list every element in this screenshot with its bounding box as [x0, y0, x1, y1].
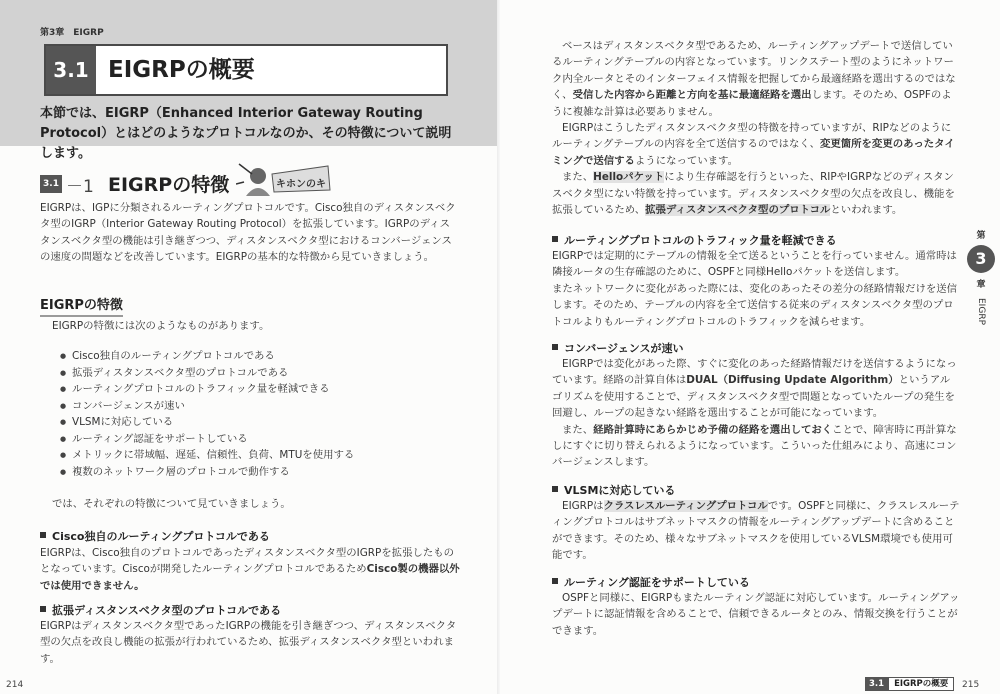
- feature-item: ● 複数のネットワーク層のプロトコルで動作する: [60, 464, 354, 481]
- emphasis: 経路計算時にあらかじめ予備の経路を選出しておく: [593, 423, 833, 436]
- vlsm-paragraph: [552, 498, 960, 564]
- intro-paragraph: EIGRPは、IGPに分類されるルーティングプロトコルです。Cisco独自のディスタンスベクタ型のIGRP（Interior Gateway Routing Protocol）を拡張しています。IGRPのディスタンスベクタ型の機能は引き継ぎつつ、ディスタンスベクタ型におけるコンバージェンスの速度の問題などを改善しています。EIGRPの基本的な特徴から見ていきましょう。: [40, 202, 456, 264]
- section-title-box: [44, 44, 448, 96]
- heading-text: コンバージェンスが速い: [564, 342, 684, 355]
- square-bullet-icon: [552, 344, 558, 350]
- chapter-side-tab: [962, 228, 1000, 329]
- subsection-number: 3.1: [40, 175, 62, 193]
- text: EIGRPでは変化があった際、すぐに変化のあった経路情報だけを送信するようになっています。経路の計算自体は: [552, 358, 957, 387]
- heading-authentication: [552, 574, 750, 590]
- heading-text: Cisco独自のルーティングプロトコルである: [52, 530, 270, 543]
- paragraph: [552, 120, 960, 169]
- square-bullet-icon: [552, 236, 558, 242]
- chapter-suffix: 章: [976, 280, 986, 290]
- heading-text: ルーティングプロトコルのトラフィック量を軽減できる: [564, 234, 837, 247]
- traffic-paragraph: EIGRPでは定期的にテーブルの情報を全て送るということを行っていません。通常時は隣接ルータの生存確認のために、OSPFと同様Helloパケットを送信します。 またネットワークに変化があった際には、変化のあったその差分の経路情報だけを送信します。そのため、テーブルの内容を全て送信する従来のディスタンスベクタ型のプロトコルよりもルーティングプロトコルのトラフィックを減らせます。: [552, 250, 958, 328]
- mascot-illustration: [236, 160, 332, 198]
- paragraph: [552, 356, 960, 422]
- text: により生存確認を行うといった、RIPやIGRPなどのディスタンスベクタ型にない特徴を持っています。ディスタンスベクタ型の欠点を改良し、機能を拡張しているため、: [552, 171, 955, 217]
- right-intro-paragraphs: [552, 38, 960, 218]
- cisco-paragraph: [40, 545, 460, 594]
- text: ベースはディスタンスベクタ型であるため、ルーティングアップデートで送信しているルーティングテーブルの内容となっています。リンクステート型のようにネットワーク内全ルータとそのインターフェイス情報を把握してから最適経路を選出するのではなく、: [552, 40, 956, 102]
- feature-item: ● 拡張ディスタンスベクタ型のプロトコルである: [60, 365, 354, 382]
- page-number-left: 214: [6, 680, 24, 690]
- square-bullet-icon: [552, 578, 558, 584]
- features-intro: EIGRPの特徴には次のようなものがあります。: [52, 320, 270, 332]
- square-bullet-icon: [40, 606, 46, 612]
- convergence-paragraphs: [552, 356, 960, 471]
- feature-item: ● ルーティング認証をサポートしている: [60, 431, 354, 448]
- text: EIGRPはこうしたディスタンスベクタ型の特徴を持っていますが、RIPなどのようにルーティングテーブルの内容を全て送信するのではなく、: [552, 122, 952, 151]
- subsection-title: EIGRPの特徴: [108, 174, 230, 196]
- section-lead: 本節では、EIGRP（Enhanced Interior Gateway Routing Protocol）とはどのようなプロトコルなのか、その特徴について説明します。: [40, 106, 452, 161]
- right-page: [500, 0, 1000, 694]
- emphasis: 拡張ディスタンスベクタ型のプロトコル: [645, 204, 831, 217]
- text: です。OSPFと同様に、クラスレスルーティングプロトコルはサブネットマスクの情報をルーティングアップデートに含めることができます。そのため、様々なサブネットマスクを使用しているVLSM環境でも使用可能です。: [552, 500, 960, 562]
- emphasis: 受信した内容から距離と方向を基に最適経路を選出: [572, 89, 812, 102]
- page-number-right: 215: [962, 680, 980, 690]
- emphasis: DUAL（Diffusing Update Algorithm）: [686, 374, 899, 387]
- section-number: 3.1: [46, 46, 96, 94]
- chapter-prefix: 第: [976, 231, 986, 241]
- footer-section-tag: [865, 677, 954, 691]
- emphasis: Helloパケット: [593, 171, 665, 184]
- text: します。そのため、OSPFのように複雑な計算は必要ありません。: [552, 89, 952, 118]
- feature-item: ● Cisco独自のルーティングプロトコルである: [60, 348, 354, 365]
- text: ようになっています。: [634, 154, 738, 167]
- text: また、: [562, 171, 594, 184]
- emphasis: 変更箇所を変更のあったタイミングで送信する: [552, 138, 955, 167]
- features-heading: EIGRPの特徴: [40, 294, 123, 317]
- square-bullet-icon: [40, 532, 46, 538]
- text: というアルゴリズムを使用することで、ディスタンスベクタ型で問題となっていたループの発生を回避し、ループの起きない経路を選出することが可能になっています。: [552, 374, 955, 420]
- feature-item: ● コンバージェンスが速い: [60, 398, 354, 415]
- text: といわれます。: [830, 204, 903, 217]
- heading-vlsm: [552, 482, 675, 498]
- text: ことで、障害時に再計算なしにすぐに切り替えられるようになっています。こういった仕組みにより、高速にコンバージェンスします。: [552, 423, 957, 469]
- chapter-label: 第3章 EIGRP: [40, 28, 104, 38]
- feature-item: ● ルーティングプロトコルのトラフィック量を軽減できる: [60, 381, 354, 398]
- authentication-paragraph: OSPFと同様に、EIGRPもまたルーティング認証に対応しています。ルーティングアップデートに認証情報を含めることで、信頼できるルータとのみ、情報交換を行うことができます。: [552, 592, 960, 637]
- mascot-caption: キホンのキ: [276, 179, 326, 190]
- section-title: EIGRPの概要: [108, 57, 255, 83]
- heading-traffic-reduction: [552, 232, 837, 248]
- cisco-emphasis: Cisco製の機器以外では使用できません。: [40, 563, 460, 592]
- paragraph: [552, 38, 960, 120]
- paragraph: [552, 169, 960, 218]
- text: EIGRPは: [562, 500, 604, 512]
- transition-text: では、それぞれの特徴について見ていきましょう。: [52, 498, 291, 510]
- feature-item: ● VLSMに対応している: [60, 414, 354, 431]
- square-bullet-icon: [552, 486, 558, 492]
- subsection-dash: －1: [66, 177, 94, 197]
- chapter-number-badge: 3: [967, 245, 995, 273]
- cisco-text: EIGRPは、Cisco独自のプロトコルであったディスタンスベクタ型のIGRPを拡張したものとなっています。Ciscoが開発したルーティングプロトコルであるため: [40, 547, 455, 576]
- heading-fast-convergence: [552, 340, 683, 356]
- chapter-name-vertical: EIGRP: [976, 298, 986, 325]
- text: また、: [562, 423, 594, 436]
- extended-paragraph: EIGRPはディスタンスベクタ型であったIGRPの機能を引き継ぎつつ、ディスタンスベクタ型の欠点を改良し機能の拡張が行われているため、拡張ディスタンスベクタ型といわれます。: [40, 620, 457, 665]
- feature-list: [60, 348, 354, 480]
- heading-text: ルーティング認証をサポートしている: [564, 576, 750, 589]
- heading-cisco-proprietary: [40, 528, 270, 544]
- footer-section-number: 3.1: [865, 677, 888, 691]
- feature-item: ● メトリックに帯域幅、遅延、信頼性、負荷、MTUを使用する: [60, 447, 354, 464]
- heading-text: 拡張ディスタンスベクタ型のプロトコルである: [52, 604, 282, 617]
- footer-section-title: EIGRPの概要: [888, 677, 954, 691]
- paragraph: [552, 422, 960, 471]
- emphasis: クラスレスルーティングプロトコル: [603, 500, 768, 512]
- heading-text: VLSMに対応している: [564, 484, 676, 497]
- heading-extended-distance-vector: [40, 602, 281, 618]
